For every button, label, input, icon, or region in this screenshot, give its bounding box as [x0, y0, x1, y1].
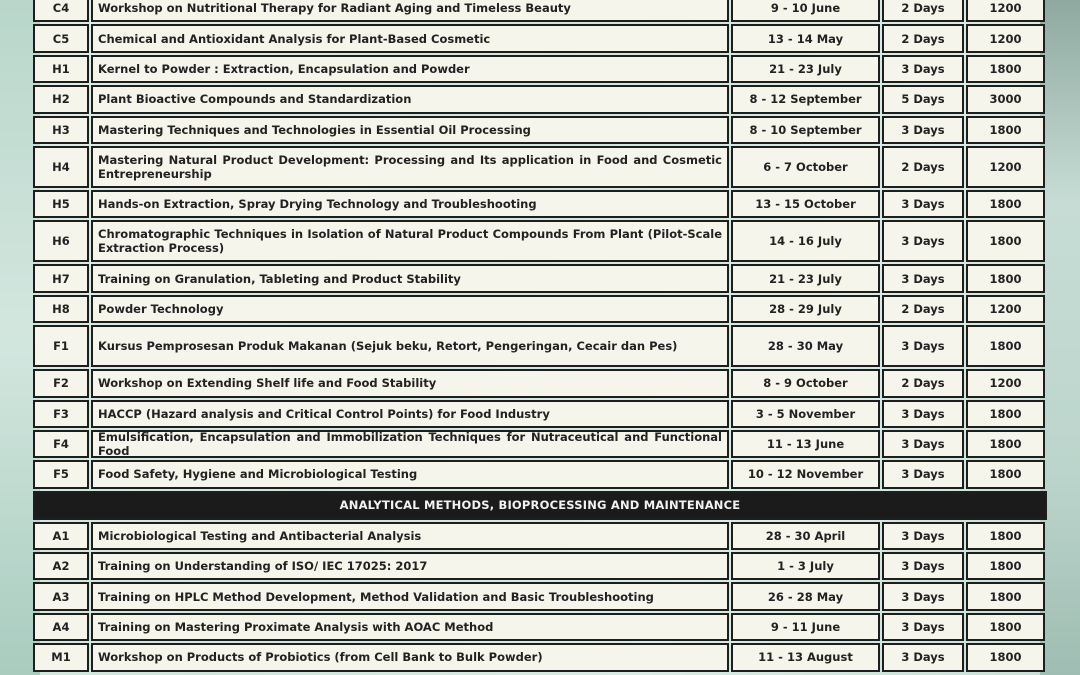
course-date: 9 - 11 June — [731, 613, 880, 641]
course-duration: 3 Days — [882, 116, 964, 144]
course-fee: 1800 — [966, 220, 1045, 262]
course-schedule-table — [33, 0, 1047, 674]
course-duration: 2 Days — [882, 0, 964, 22]
course-code: H7 — [33, 264, 89, 292]
course-duration: 3 Days — [882, 643, 964, 671]
table-row — [33, 116, 1047, 144]
course-duration: 3 Days — [882, 190, 964, 218]
table-row — [33, 24, 1047, 52]
course-fee: 1800 — [966, 325, 1045, 367]
course-date: 8 - 10 September — [731, 116, 880, 144]
course-title: Training on Granulation, Tableting and Product Stability — [91, 264, 729, 292]
course-date: 28 - 29 July — [731, 295, 880, 323]
course-code: A3 — [33, 582, 89, 610]
section-header: ANALYTICAL METHODS, BIOPROCESSING AND MAINTENANCE — [33, 491, 1047, 520]
course-code: A1 — [33, 522, 89, 550]
table-body-bottom — [33, 522, 1047, 672]
course-fee: 1800 — [966, 430, 1045, 458]
course-code: A4 — [33, 613, 89, 641]
course-fee: 1800 — [966, 400, 1045, 428]
course-date: 13 - 14 May — [731, 24, 880, 52]
table-row — [33, 400, 1047, 428]
table-row — [33, 190, 1047, 218]
course-code: H4 — [33, 146, 89, 188]
course-code: F5 — [33, 460, 89, 488]
course-date: 13 - 15 October — [731, 190, 880, 218]
course-duration: 3 Days — [882, 460, 964, 488]
course-code: H5 — [33, 190, 89, 218]
course-code: H6 — [33, 220, 89, 262]
course-fee: 1800 — [966, 643, 1045, 671]
course-fee: 1800 — [966, 460, 1045, 488]
table-row — [33, 146, 1047, 188]
course-fee: 1800 — [966, 613, 1045, 641]
course-title: Mastering Techniques and Technologies in Essential Oil Processing — [91, 116, 729, 144]
course-fee: 1800 — [966, 116, 1045, 144]
table-row — [33, 55, 1047, 83]
course-date: 14 - 16 July — [731, 220, 880, 262]
table-row — [33, 0, 1047, 22]
course-duration: 5 Days — [882, 85, 964, 113]
course-title: Training on Understanding of ISO/ IEC 17025: 2017 — [91, 552, 729, 580]
course-duration: 3 Days — [882, 582, 964, 610]
course-fee: 1800 — [966, 55, 1045, 83]
course-date: 6 - 7 October — [731, 146, 880, 188]
course-code: M1 — [33, 643, 89, 671]
course-date: 3 - 5 November — [731, 400, 880, 428]
table-row — [33, 582, 1047, 610]
course-title: Workshop on Extending Shelf life and Food Stability — [91, 369, 729, 397]
course-title: Powder Technology — [91, 295, 729, 323]
course-title: Emulsification, Encapsulation and Immobilization Techniques for Nutraceutical and Functional Food — [91, 430, 729, 458]
course-date: 11 - 13 August — [731, 643, 880, 671]
course-fee: 1800 — [966, 264, 1045, 292]
table-row — [33, 460, 1047, 488]
course-title: Microbiological Testing and Antibacterial Analysis — [91, 522, 729, 550]
course-title: Workshop on Products of Probiotics (from Cell Bank to Bulk Powder) — [91, 643, 729, 671]
course-title: Training on HPLC Method Development, Method Validation and Basic Troubleshooting — [91, 582, 729, 610]
course-title: Workshop on Nutritional Therapy for Radiant Aging and Timeless Beauty — [91, 0, 729, 22]
table-row — [33, 369, 1047, 397]
table-row — [33, 264, 1047, 292]
table-row — [33, 552, 1047, 580]
course-date: 8 - 12 September — [731, 85, 880, 113]
course-date: 28 - 30 April — [731, 522, 880, 550]
course-fee: 1200 — [966, 295, 1045, 323]
course-fee: 3000 — [966, 85, 1045, 113]
course-duration: 3 Days — [882, 522, 964, 550]
table-row — [33, 85, 1047, 113]
course-duration: 3 Days — [882, 220, 964, 262]
table-row — [33, 643, 1047, 671]
course-title: Plant Bioactive Compounds and Standardization — [91, 85, 729, 113]
course-date: 10 - 12 November — [731, 460, 880, 488]
course-duration: 2 Days — [882, 146, 964, 188]
course-fee: 1200 — [966, 369, 1045, 397]
course-duration: 2 Days — [882, 295, 964, 323]
course-code: C5 — [33, 24, 89, 52]
course-title: Training on Mastering Proximate Analysis with AOAC Method — [91, 613, 729, 641]
course-duration: 3 Days — [882, 325, 964, 367]
course-fee: 1200 — [966, 24, 1045, 52]
table-row — [33, 295, 1047, 323]
course-code: F4 — [33, 430, 89, 458]
course-date: 8 - 9 October — [731, 369, 880, 397]
course-fee: 1200 — [966, 0, 1045, 22]
course-title: Kernel to Powder : Extraction, Encapsulation and Powder — [91, 55, 729, 83]
course-fee: 1200 — [966, 146, 1045, 188]
course-duration: 3 Days — [882, 552, 964, 580]
course-duration: 3 Days — [882, 613, 964, 641]
course-code: H3 — [33, 116, 89, 144]
course-date: 21 - 23 July — [731, 264, 880, 292]
course-code: F1 — [33, 325, 89, 367]
course-date: 21 - 23 July — [731, 55, 880, 83]
course-title: HACCP (Hazard analysis and Critical Control Points) for Food Industry — [91, 400, 729, 428]
course-duration: 2 Days — [882, 369, 964, 397]
course-code: F3 — [33, 400, 89, 428]
course-duration: 3 Days — [882, 55, 964, 83]
course-code: C4 — [33, 0, 89, 22]
course-code: F2 — [33, 369, 89, 397]
course-title: Chromatographic Techniques in Isolation of Natural Product Compounds From Plant (Pilot-Scale Extraction Process) — [91, 220, 729, 262]
course-date: 28 - 30 May — [731, 325, 880, 367]
course-duration: 3 Days — [882, 264, 964, 292]
course-duration: 3 Days — [882, 430, 964, 458]
course-title: Kursus Pemprosesan Produk Makanan (Sejuk beku, Retort, Pengeringan, Cecair dan Pes) — [91, 325, 729, 367]
course-title: Mastering Natural Product Development: Processing and Its application in Food and Cosmetic Entrepreneurship — [91, 146, 729, 188]
course-fee: 1800 — [966, 522, 1045, 550]
table-row — [33, 613, 1047, 641]
table-row — [33, 220, 1047, 262]
course-duration: 2 Days — [882, 24, 964, 52]
table-row — [33, 522, 1047, 550]
course-date: 11 - 13 June — [731, 430, 880, 458]
course-date: 26 - 28 May — [731, 582, 880, 610]
table-body-top — [33, 0, 1047, 489]
table-row — [33, 430, 1047, 458]
course-title: Hands-on Extraction, Spray Drying Technology and Troubleshooting — [91, 190, 729, 218]
course-fee: 1800 — [966, 582, 1045, 610]
course-title: Food Safety, Hygiene and Microbiological Testing — [91, 460, 729, 488]
course-fee: 1800 — [966, 552, 1045, 580]
course-date: 1 - 3 July — [731, 552, 880, 580]
table-row — [33, 325, 1047, 367]
course-code: A2 — [33, 552, 89, 580]
course-fee: 1800 — [966, 190, 1045, 218]
course-code: H2 — [33, 85, 89, 113]
course-code: H8 — [33, 295, 89, 323]
course-title: Chemical and Antioxidant Analysis for Plant-Based Cosmetic — [91, 24, 729, 52]
course-date: 9 - 10 June — [731, 0, 880, 22]
course-code: H1 — [33, 55, 89, 83]
course-duration: 3 Days — [882, 400, 964, 428]
